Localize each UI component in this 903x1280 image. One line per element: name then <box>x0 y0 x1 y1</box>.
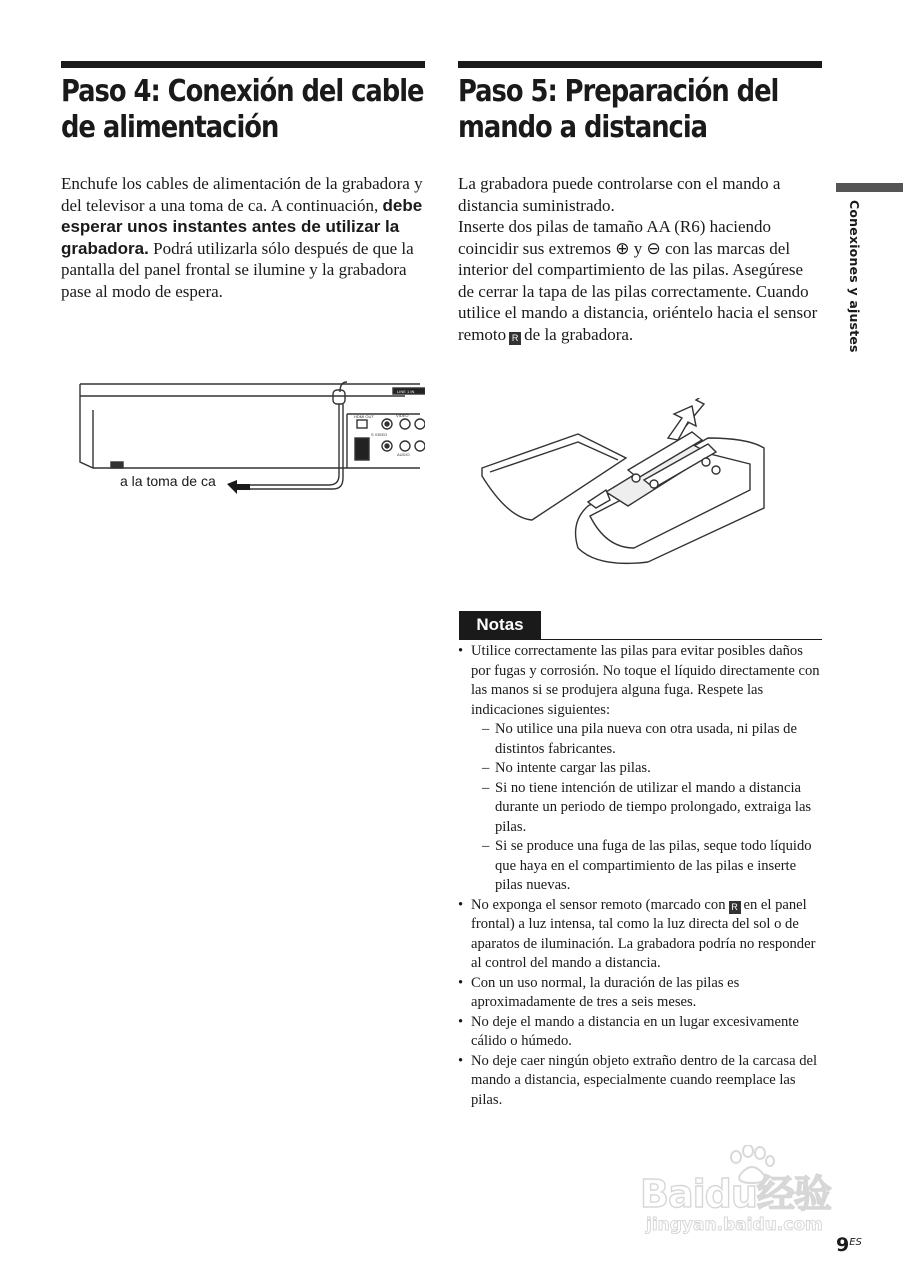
watermark-brand: Baidu经验 <box>640 1172 831 1216</box>
left-paragraph <box>61 173 423 302</box>
note-bullet: • <box>458 643 464 659</box>
note-dash: – <box>482 760 490 776</box>
note-bullet: • <box>458 974 464 991</box>
note-item <box>458 896 824 974</box>
note-dash: – <box>482 721 490 737</box>
note-text-pre: No exponga el sensor remoto (marcado con <box>471 896 726 913</box>
note-text: No deje el mando a distancia en un lugar excesivamente cálido o húmedo. <box>471 1013 799 1049</box>
note-subitem <box>471 720 824 759</box>
left-heading-line2: de alimentación <box>61 110 279 145</box>
note-subitem <box>471 779 824 838</box>
right-heading-line2: mando a distancia <box>458 110 708 145</box>
baidu-watermark <box>640 1145 860 1240</box>
note-bullet: • <box>458 896 464 913</box>
page-number <box>836 1234 862 1256</box>
audio-label: AUDIO <box>397 452 410 457</box>
note-item <box>458 974 824 1013</box>
note-item <box>458 1052 824 1111</box>
section-tab-bar <box>836 183 903 192</box>
right-paragraph <box>458 173 822 345</box>
note-item <box>458 1013 824 1052</box>
right-paragraph-line1: La grabadora puede controlarse con el mando a distancia suministrado. <box>458 174 781 215</box>
s-video-label: S VIDEO <box>371 432 388 437</box>
section-tab-label: Conexiones y ajustes <box>847 200 862 353</box>
left-heading <box>61 74 424 146</box>
note-dash: – <box>482 779 490 796</box>
remote-sensor-icon: R <box>729 901 741 914</box>
note-item <box>458 642 824 896</box>
page-number-value: 9 <box>836 1234 850 1256</box>
note-subitem-text: Si no tiene intención de utilizar el mando a distancia durante un periodo de tiempo prolongado, extraiga las pilas. <box>495 779 812 835</box>
notes-rule <box>459 639 822 640</box>
right-heading-rule <box>458 61 822 68</box>
line-in-label: LINE 1 IN <box>397 389 415 394</box>
left-heading-rule <box>61 61 425 68</box>
right-heading <box>458 74 778 146</box>
note-subitem <box>471 837 824 896</box>
note-bullet: • <box>458 1013 464 1030</box>
right-paragraph-line2 <box>458 216 822 345</box>
right-heading-line1: Paso 5: Preparación del <box>458 74 779 109</box>
right-paragraph-post: de la grabadora. <box>524 324 634 344</box>
note-subitem-text: Si se produce una fuga de las pilas, seque todo líquido que haya en el compartimiento de las pilas e inserte pilas nuevas. <box>495 838 812 893</box>
figure-label: a la toma de ca <box>120 473 216 489</box>
right-paragraph-pre: Inserte dos pilas de tamaño AA (R6) haciendo coincidir sus extremos ⊕ y ⊖ con las marcas del interior del compartimiento de las pilas. Asegúrese de cerrar la tapa de las pilas correctamente. Cuando utilice el mando a distancia, oriéntelo hacia el sensor remoto <box>458 217 818 344</box>
left-paragraph-part3: Podrá utilizarla sólo después de que la pantalla del panel frontal se ilumine y la grabadora pase al modo de espera. <box>61 238 414 301</box>
remote-battery-illustration <box>478 398 768 566</box>
video-label: VIDEO <box>396 413 409 418</box>
page-number-suffix: ES <box>849 1237 862 1248</box>
left-heading-line1: Paso 4: Conexión del cable <box>61 74 424 109</box>
note-text: No deje caer ningún objeto extraño dentro de la carcasa del mando a distancia, especialmente cuando reemplace las pilas. <box>471 1052 818 1108</box>
notes-badge: Notas <box>459 611 541 639</box>
note-dash: – <box>482 838 490 854</box>
note-text: Con un uso normal, la duración de las pilas es aproximadamente de tres a seis meses. <box>471 974 740 1010</box>
note-subitem <box>471 759 824 779</box>
watermark-url: jingyan.baidu.com <box>646 1215 823 1235</box>
arrow-left-icon <box>227 480 250 494</box>
note-text: Utilice correctamente las pilas para evitar posibles daños por fugas y corrosión. No toque el líquido directamente con las manos si se produjera alguna fuga. Respete las indicaciones siguientes: <box>471 643 820 718</box>
remote-sensor-icon: R <box>509 332 521 345</box>
note-text-post: en el panel frontal) a luz intensa, tal como la luz directa del sol o de aparatos de iluminación. La grabadora podría no responder al control del mando a distancia. <box>471 896 816 971</box>
note-subitem-text: No utilice una pila nueva con otra usada, ni pilas de distintos fabricantes. <box>495 721 797 757</box>
left-paragraph-part1: Enchufe los cables de alimentación de la grabadora y del televisor a una toma de ca. A continuación, <box>61 174 423 215</box>
notes-list <box>458 642 824 1110</box>
note-bullet: • <box>458 1052 464 1069</box>
note-subitem-text: No intente cargar las pilas. <box>495 760 651 776</box>
hdmi-out-label: HDMI OUT <box>354 414 374 419</box>
left-paragraph-emphasis: debe esperar unos instantes antes de utilizar la grabadora. <box>61 195 423 258</box>
